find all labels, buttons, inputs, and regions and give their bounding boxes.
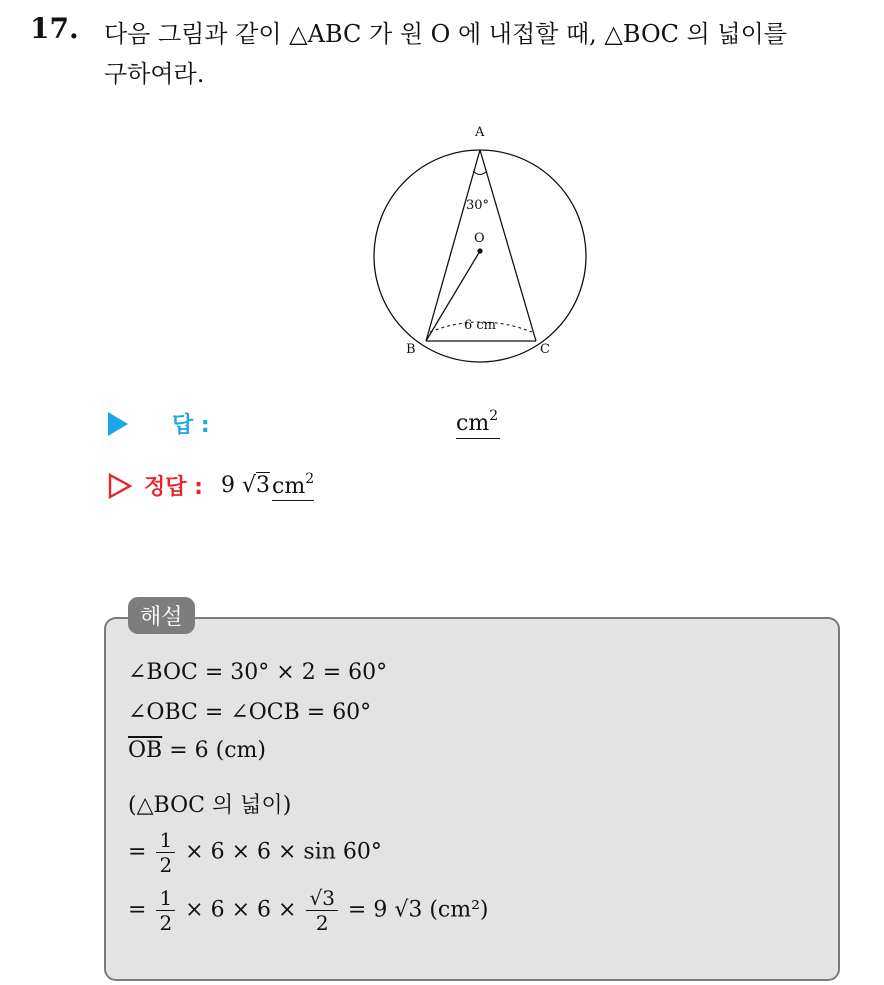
question-text-line1: 다음 그림과 같이 △ABC 가 원 O 에 내접할 때, △BOC 의 넓이를 bbox=[104, 20, 787, 48]
answer-row bbox=[108, 408, 210, 439]
solution-tag: 해설 bbox=[128, 597, 195, 634]
circle-figure bbox=[360, 118, 600, 368]
correct-value: 9 √3 bbox=[220, 473, 270, 498]
answer-unit: cm bbox=[456, 411, 490, 436]
side-ac bbox=[480, 150, 536, 341]
segment-ob-text: $\overline{OB}$ bbox=[128, 738, 163, 763]
answer-unit-exp: 2 bbox=[489, 408, 499, 424]
fraction-half: $\frac{1}{2}$ bbox=[156, 828, 175, 877]
label-b: B bbox=[406, 342, 416, 357]
play-icon bbox=[108, 412, 128, 436]
fraction-root3-half: $\frac{√3}{2}$ bbox=[306, 886, 337, 935]
label-c: C bbox=[540, 342, 550, 357]
fraction-half-2: $\frac{1}{2}$ bbox=[156, 886, 175, 935]
solution-line-2: ∠OBC = ∠OCB = 60° bbox=[128, 700, 372, 725]
solution-line-5: = $\frac{1}{2}$ × 6 × 6 × sin 60° bbox=[128, 828, 382, 877]
label-o: O bbox=[474, 231, 485, 246]
solution-line-6: = $\frac{1}{2}$ × 6 × 6 × $\frac{√3}{2}$ = 9 √3 (cm²) bbox=[128, 886, 489, 935]
correct-row bbox=[108, 470, 314, 501]
answer-input-line[interactable] bbox=[456, 408, 500, 439]
outline-play-icon bbox=[108, 473, 132, 499]
question-text bbox=[104, 14, 874, 94]
angle-arc bbox=[473, 171, 487, 175]
label-a: A bbox=[475, 125, 485, 140]
solution-line-4: (△BOC 의 넓이) bbox=[128, 793, 292, 818]
solution-line-1: ∠BOC = 30° × 2 = 60° bbox=[128, 660, 388, 685]
question-number: 17. bbox=[30, 12, 79, 45]
solution-line-3: $\overline{OB} = 6$ (cm) bbox=[128, 738, 266, 763]
center-point bbox=[477, 248, 482, 253]
correct-unit: $cm^2$ bbox=[272, 470, 315, 499]
correct-label: 정답 : bbox=[144, 475, 203, 500]
answer-label: 답 : bbox=[172, 413, 210, 438]
side-ab bbox=[426, 150, 480, 341]
question-text-line2: 구하여라. bbox=[104, 60, 205, 88]
angle-label: 30° bbox=[466, 198, 490, 213]
side-label: 6 cm bbox=[464, 318, 497, 333]
